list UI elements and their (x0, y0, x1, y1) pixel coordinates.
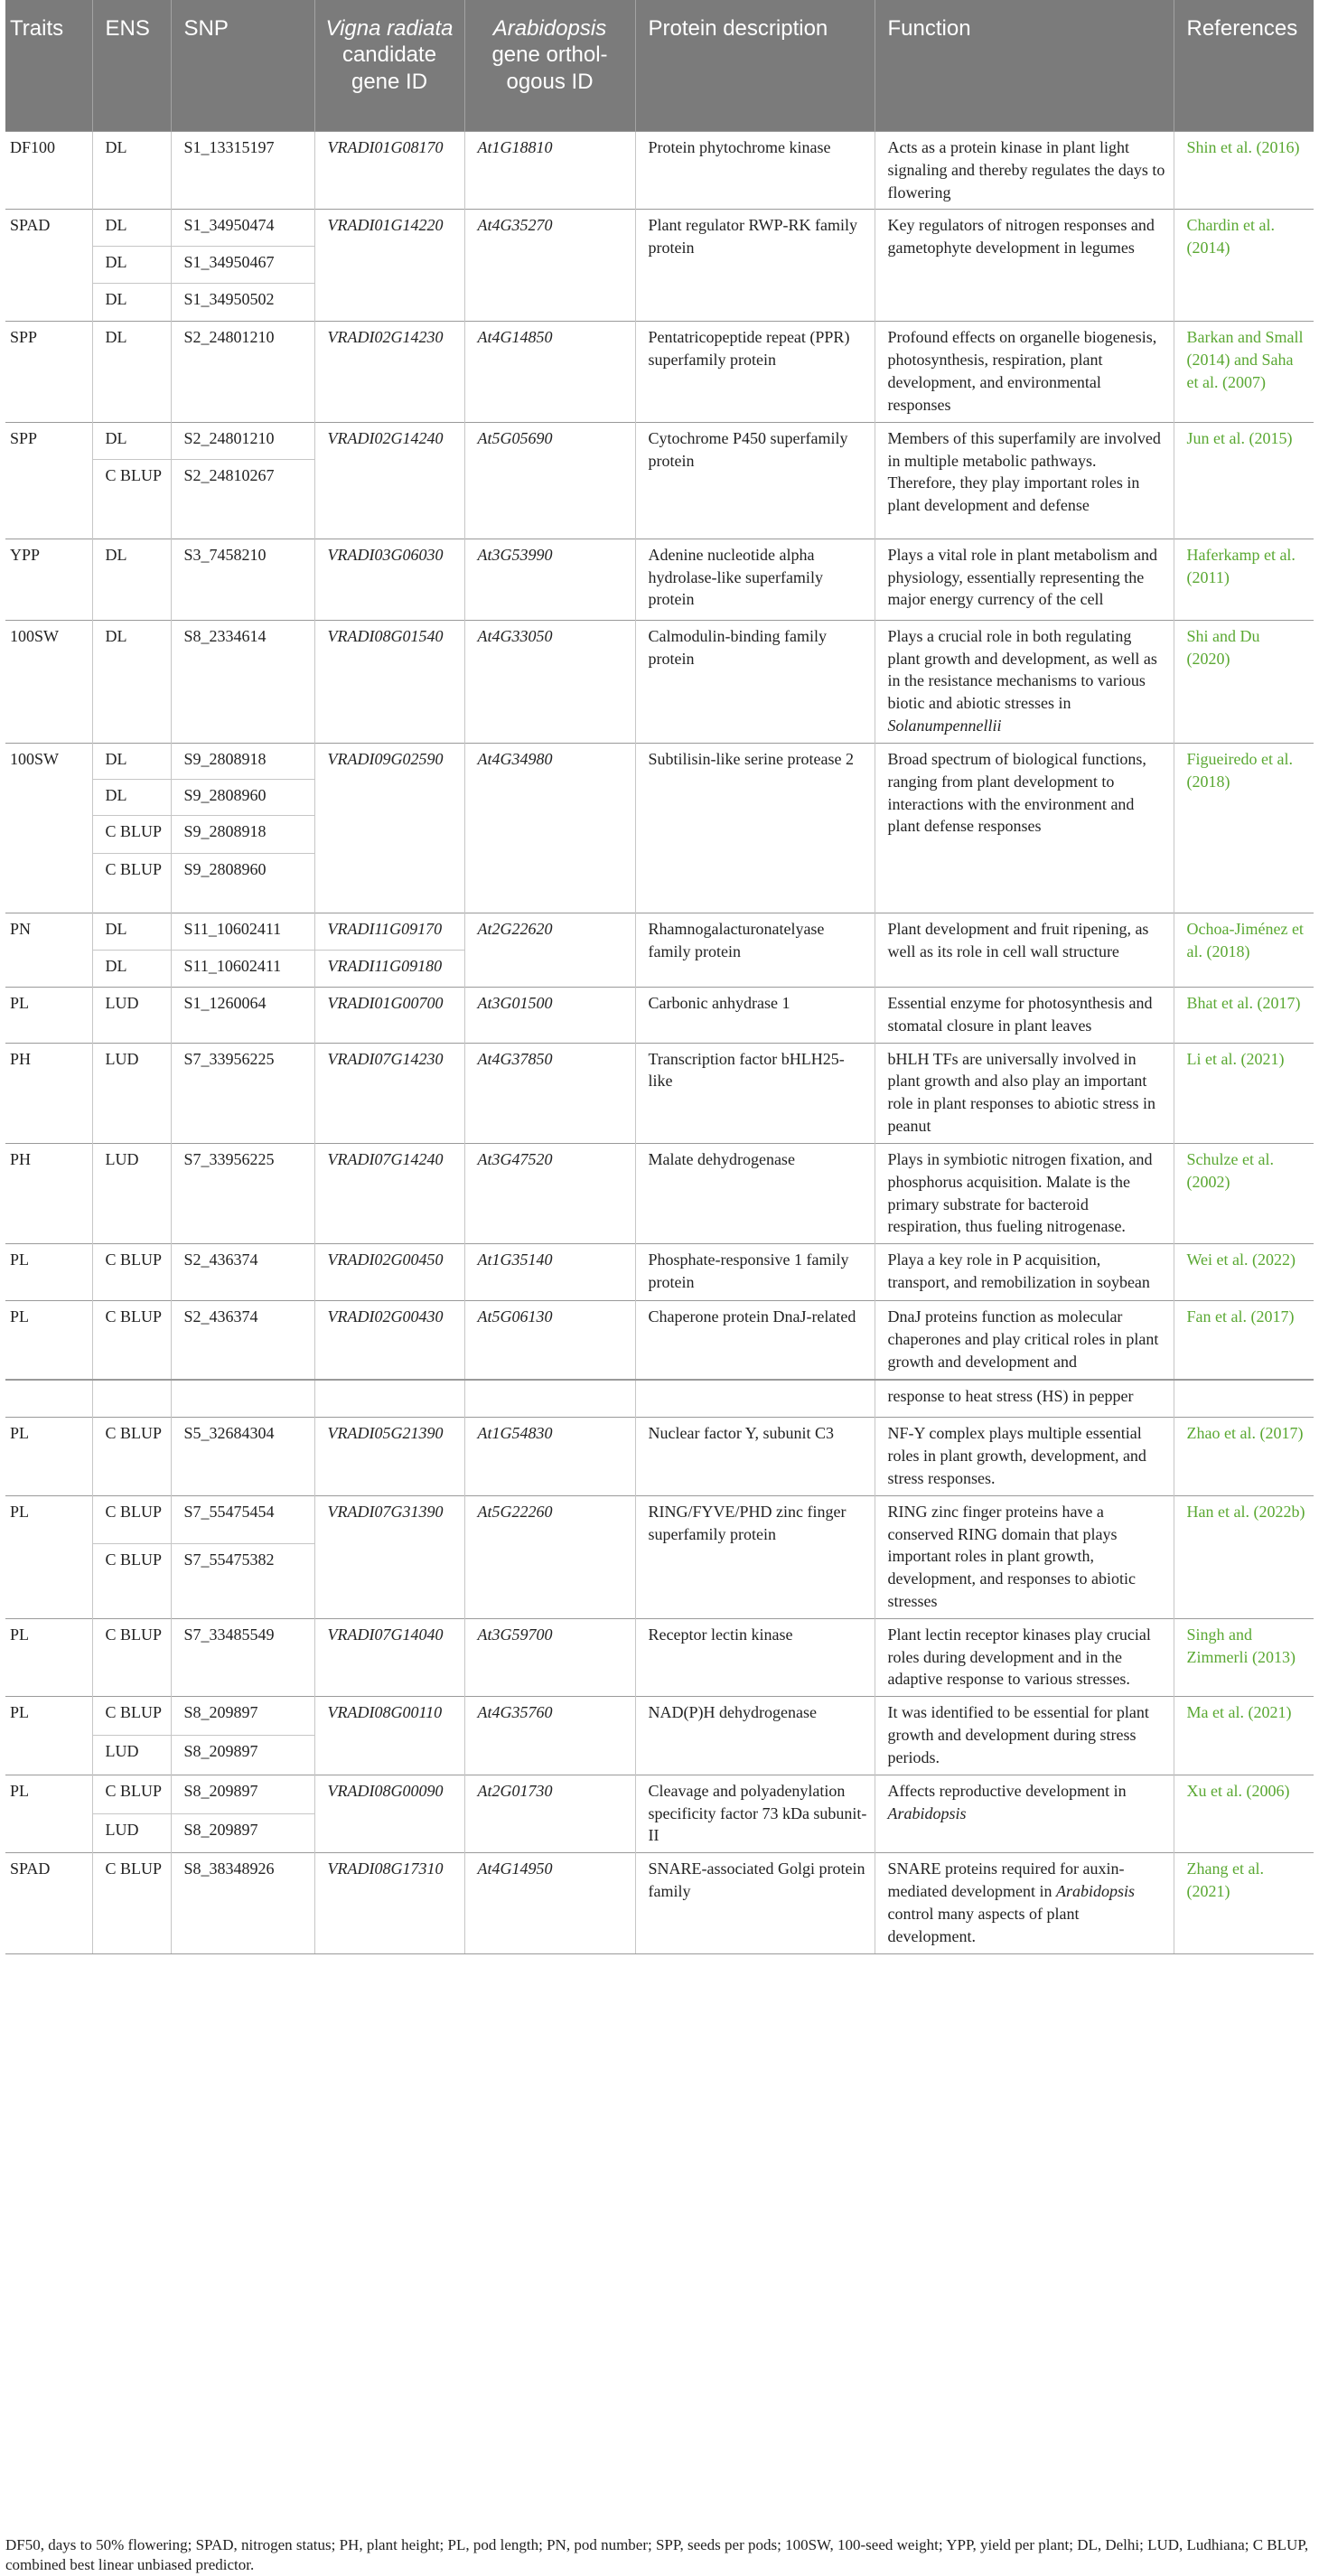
table-row (5, 987, 1314, 1043)
ortholog-cell: At3G47520 (464, 1143, 635, 1243)
ortholog-cell: At4G14850 (464, 322, 635, 422)
function-cell (875, 422, 1174, 539)
candidate-gene-cell: VRADI01G14220 (314, 210, 464, 322)
table-row-continuation (5, 1380, 1314, 1418)
ens-cell: LUD (92, 1736, 171, 1775)
reference-link[interactable]: Chardin et al. (2014) (1174, 210, 1314, 322)
trait-cell: PL (5, 987, 92, 1043)
header-arab-italic: Arabidopsis (492, 16, 607, 41)
snp-cell: S1_1260064 (171, 987, 314, 1043)
function-cell (875, 1143, 1174, 1243)
ortholog-cell: At4G14950 (464, 1853, 635, 1953)
function-text: Affects reproductive development in (887, 1781, 1127, 1800)
empty-cell (5, 1380, 92, 1418)
ortholog-cell: At1G18810 (464, 132, 635, 210)
snp-cell: S9_2808918 (171, 815, 314, 853)
snp-cell: S11_10602411 (171, 913, 314, 950)
reference-link[interactable]: Ochoa-Jiménez et al. (2018) (1174, 913, 1314, 987)
table-row (5, 210, 1314, 247)
protein-cell: Nuclear factor Y, subunit C3 (635, 1418, 875, 1495)
reference-link[interactable]: Wei et al. (2022) (1174, 1244, 1314, 1301)
table-row (5, 1495, 1314, 1543)
snp-cell: S8_209897 (171, 1813, 314, 1853)
function-cell (875, 1301, 1174, 1380)
protein-cell: Cytochrome P450 superfamily protein (635, 422, 875, 539)
function-italic-text: Arabidopsis (1055, 1882, 1135, 1901)
ortholog-cell: At1G54830 (464, 1418, 635, 1495)
function-cell (875, 1244, 1174, 1301)
snp-cell: S1_34950474 (171, 210, 314, 247)
snp-cell: S1_13315197 (171, 132, 314, 210)
function-cell (875, 322, 1174, 422)
candidate-gene-cell: VRADI01G00700 (314, 987, 464, 1043)
reference-link[interactable]: Haferkamp et al. (2011) (1174, 539, 1314, 620)
ens-cell: C BLUP (92, 853, 171, 913)
table-row (5, 1143, 1314, 1243)
function-text: Members of this superfamily are involved in multiple metabolic pathways. Therefore, they play important roles in plant development and defense (887, 428, 1161, 515)
trait-cell: SPAD (5, 210, 92, 322)
function-cell (875, 539, 1174, 620)
ens-cell: DL (92, 950, 171, 987)
trait-cell: 100SW (5, 743, 92, 913)
ens-cell: DL (92, 620, 171, 743)
header-vigna-rest: candidate gene ID (341, 42, 437, 94)
protein-cell: Chaperone protein DnaJ-related (635, 1301, 875, 1380)
function-cell (875, 1775, 1174, 1852)
snp-cell: S7_55475454 (171, 1495, 314, 1543)
function-cell (875, 132, 1174, 210)
snp-cell: S8_38348926 (171, 1853, 314, 1953)
table-row (5, 1697, 1314, 1736)
empty-cell (635, 1380, 875, 1418)
ortholog-cell: At5G22260 (464, 1495, 635, 1618)
candidate-gene-cell: VRADI11G09180 (314, 950, 464, 987)
candidate-gene-cell: VRADI02G14230 (314, 322, 464, 422)
snp-cell: S9_2808960 (171, 853, 314, 913)
ens-cell: DL (92, 322, 171, 422)
ortholog-cell: At4G34980 (464, 743, 635, 913)
ortholog-cell: At3G59700 (464, 1618, 635, 1696)
header-traits: Traits (5, 0, 92, 132)
table-row (5, 539, 1314, 620)
candidate-gene-cell: VRADI07G14240 (314, 1143, 464, 1243)
candidate-gene-cell: VRADI02G00450 (314, 1244, 464, 1301)
function-text: bHLH TFs are universally involved in plant growth and also play an important role in plant responses to abiotic stress in peanut (887, 1049, 1155, 1136)
snp-cell: S9_2808960 (171, 779, 314, 815)
header-candidate-gene (314, 0, 464, 132)
function-continued-cell: response to heat stress (HS) in pepper (875, 1380, 1174, 1418)
function-cell (875, 1697, 1174, 1775)
protein-cell: Cleavage and polyadenylation specificity factor 73 kDa subunit-II (635, 1775, 875, 1852)
trait-cell: DF100 (5, 132, 92, 210)
empty-cell (314, 1380, 464, 1418)
header-function: Function (875, 0, 1174, 132)
trait-cell: 100SW (5, 620, 92, 743)
ens-cell: C BLUP (92, 1853, 171, 1953)
reference-link[interactable]: Shin et al. (2016) (1174, 132, 1314, 210)
trait-cell: PL (5, 1775, 92, 1852)
header-arab-rest: gene orthol-ogous ID (491, 42, 608, 94)
table-row (5, 1853, 1314, 1953)
reference-link[interactable]: Han et al. (2022b) (1174, 1495, 1314, 1618)
table-body (5, 132, 1314, 1954)
ens-cell: C BLUP (92, 1301, 171, 1380)
ortholog-cell: At4G35270 (464, 210, 635, 322)
snp-cell: S1_34950467 (171, 247, 314, 284)
snp-cell: S2_24810267 (171, 459, 314, 539)
protein-cell: Transcription factor bHLH25-like (635, 1043, 875, 1143)
snp-cell: S1_34950502 (171, 284, 314, 322)
trait-cell: PN (5, 913, 92, 987)
reference-link[interactable]: Singh and Zimmerli (2013) (1174, 1618, 1314, 1696)
table-footnote: DF50, days to 50% flowering; SPAD, nitrogen status; PH, plant height; PL, pod length; PN, pod number; SPP, seeds per pods; 100SW, 100-seed weight; YPP, yield per plant; DL, Delhi; LUD, Ludhiana; C BLUP, combined best linear unbiased predictor. (5, 2536, 1309, 2574)
snp-cell: S7_33485549 (171, 1618, 314, 1696)
trait-cell: PL (5, 1418, 92, 1495)
ens-cell: DL (92, 779, 171, 815)
reference-link[interactable]: Ma et al. (2021) (1174, 1697, 1314, 1775)
function-cell (875, 1495, 1174, 1618)
header-references: References (1174, 0, 1314, 132)
ortholog-cell: At4G35760 (464, 1697, 635, 1775)
ens-cell: DL (92, 743, 171, 779)
ens-cell: DL (92, 422, 171, 459)
snp-cell: S11_10602411 (171, 950, 314, 987)
function-cell (875, 987, 1174, 1043)
candidate-gene-cell: VRADI08G01540 (314, 620, 464, 743)
snp-cell: S9_2808918 (171, 743, 314, 779)
function-text: Plays a vital role in plant metabolism and physiology, essentially representing the major energy currency of the cell (887, 545, 1157, 609)
empty-cell (1174, 1380, 1314, 1418)
header-ens: ENS (92, 0, 171, 132)
table-row (5, 1418, 1314, 1495)
function-text: DnaJ proteins function as molecular chaperones and play critical roles in plant growth and development and (887, 1307, 1159, 1371)
ortholog-cell: At3G53990 (464, 539, 635, 620)
ens-cell: C BLUP (92, 815, 171, 853)
table-row (5, 322, 1314, 422)
ens-cell: LUD (92, 1813, 171, 1853)
ens-cell: LUD (92, 1143, 171, 1243)
ens-cell: DL (92, 132, 171, 210)
empty-cell (92, 1380, 171, 1418)
snp-cell: S3_7458210 (171, 539, 314, 620)
reference-link[interactable]: Figueiredo et al. (2018) (1174, 743, 1314, 913)
snp-cell: S5_32684304 (171, 1418, 314, 1495)
ens-cell: C BLUP (92, 1543, 171, 1618)
function-text: It was identified to be essential for plant growth and development during stress periods. (887, 1703, 1149, 1766)
function-text: Essential enzyme for photosynthesis and stomatal closure in plant leaves (887, 993, 1153, 1035)
reference-link[interactable]: Zhao et al. (2017) (1174, 1418, 1314, 1495)
snp-cell: S2_436374 (171, 1301, 314, 1380)
trait-cell: YPP (5, 539, 92, 620)
protein-cell: Phosphate-responsive 1 family protein (635, 1244, 875, 1301)
ens-cell: DL (92, 247, 171, 284)
trait-cell: PH (5, 1043, 92, 1143)
protein-cell: Rhamnogalacturonatelyase family protein (635, 913, 875, 987)
reference-link[interactable]: Bhat et al. (2017) (1174, 987, 1314, 1043)
protein-cell: Protein phytochrome kinase (635, 132, 875, 210)
function-text: Plant development and fruit ripening, as well as its role in cell wall structure (887, 919, 1149, 960)
function-cell (875, 913, 1174, 987)
protein-cell: Adenine nucleotide alpha hydrolase-like superfamily protein (635, 539, 875, 620)
header-snp: SNP (171, 0, 314, 132)
table-row (5, 913, 1314, 950)
reference-link[interactable]: Barkan and Small (2014) and Saha et al. (2007) (1174, 322, 1314, 422)
table-row (5, 1775, 1314, 1813)
empty-cell (171, 1380, 314, 1418)
reference-link[interactable]: Fan et al. (2017) (1174, 1301, 1314, 1380)
function-after-text: control many aspects of plant development. (887, 1904, 1080, 1945)
snp-cell: S7_33956225 (171, 1143, 314, 1243)
protein-cell: SNARE-associated Golgi protein family (635, 1853, 875, 1953)
function-cell (875, 743, 1174, 913)
candidate-gene-cell: VRADI07G31390 (314, 1495, 464, 1618)
function-cell (875, 620, 1174, 743)
candidate-gene-cell: VRADI02G14240 (314, 422, 464, 539)
function-text: Plays in symbiotic nitrogen fixation, and phosphorus acquisition. Malate is the primary substrate for bacteroid respiration, thus fueling nitrogenase. (887, 1149, 1153, 1236)
function-cell (875, 1853, 1174, 1953)
ens-cell: C BLUP (92, 1697, 171, 1736)
header-vigna-italic: Vigna radiata (325, 16, 454, 41)
trait-cell: PL (5, 1301, 92, 1380)
protein-cell: Malate dehydrogenase (635, 1143, 875, 1243)
ens-cell: C BLUP (92, 1618, 171, 1696)
snp-cell: S2_436374 (171, 1244, 314, 1301)
trait-cell: SPP (5, 322, 92, 422)
snp-cell: S7_33956225 (171, 1043, 314, 1143)
ortholog-cell: At2G22620 (464, 913, 635, 987)
ortholog-cell: At4G37850 (464, 1043, 635, 1143)
ortholog-cell: At3G01500 (464, 987, 635, 1043)
trait-cell: SPAD (5, 1853, 92, 1953)
function-text: NF-Y complex plays multiple essential roles in plant growth, development, and stress responses. (887, 1424, 1146, 1487)
function-text: Plant lectin receptor kinases play crucial roles during development and in the adaptive response to various stresses. (887, 1625, 1151, 1689)
candidate-gene-cell: VRADI08G00090 (314, 1775, 464, 1852)
reference-link[interactable]: Shi and Du (2020) (1174, 620, 1314, 743)
ens-cell: C BLUP (92, 1244, 171, 1301)
snp-cell: S7_55475382 (171, 1543, 314, 1618)
ortholog-cell: At4G33050 (464, 620, 635, 743)
protein-cell: Carbonic anhydrase 1 (635, 987, 875, 1043)
table-row (5, 1618, 1314, 1696)
candidate-gene-cell: VRADI02G00430 (314, 1301, 464, 1380)
trait-cell: PL (5, 1244, 92, 1301)
function-text: SNARE proteins required for auxin-mediated development in (887, 1859, 1125, 1901)
reference-link[interactable]: Zhang et al. (2021) (1174, 1853, 1314, 1953)
empty-cell (464, 1380, 635, 1418)
gene-table (5, 0, 1314, 1954)
function-cell (875, 210, 1174, 322)
table-row (5, 743, 1314, 779)
trait-cell: SPP (5, 422, 92, 539)
trait-cell: PL (5, 1618, 92, 1696)
function-text: Broad spectrum of biological functions, ranging from plant development to interactions with the environment and plant defense responses (887, 749, 1146, 836)
candidate-gene-cell: VRADI09G02590 (314, 743, 464, 913)
snp-cell: S8_209897 (171, 1736, 314, 1775)
ens-cell: LUD (92, 987, 171, 1043)
protein-cell: Receptor lectin kinase (635, 1618, 875, 1696)
ens-cell: DL (92, 539, 171, 620)
protein-cell: Calmodulin-binding family protein (635, 620, 875, 743)
table-row (5, 1043, 1314, 1143)
ens-cell: DL (92, 284, 171, 322)
ens-cell: C BLUP (92, 1418, 171, 1495)
reference-link[interactable]: Li et al. (2021) (1174, 1043, 1314, 1143)
ortholog-cell: At2G01730 (464, 1775, 635, 1852)
header-ortholog (464, 0, 635, 132)
function-text: Key regulators of nitrogen responses and gametophyte development in legumes (887, 216, 1155, 258)
header-row (5, 0, 1314, 132)
candidate-gene-cell: VRADI07G14040 (314, 1618, 464, 1696)
snp-cell: S8_209897 (171, 1697, 314, 1736)
function-text: Plays a crucial role in both regulating plant growth and development, as well as in the resistance mechanisms to various biotic and abiotic stresses in (887, 626, 1157, 713)
function-cell (875, 1618, 1174, 1696)
candidate-gene-cell: VRADI05G21390 (314, 1418, 464, 1495)
reference-link[interactable]: Schulze et al. (2002) (1174, 1143, 1314, 1243)
table-row (5, 620, 1314, 743)
ens-cell: DL (92, 913, 171, 950)
ortholog-cell: At5G06130 (464, 1301, 635, 1380)
function-text: Playa a key role in P acquisition, transport, and remobilization in soybean (887, 1251, 1150, 1292)
candidate-gene-cell: VRADI08G17310 (314, 1853, 464, 1953)
reference-link[interactable]: Jun et al. (2015) (1174, 422, 1314, 539)
candidate-gene-cell: VRADI01G08170 (314, 132, 464, 210)
table-row (5, 132, 1314, 210)
protein-cell: Plant regulator RWP-RK family protein (635, 210, 875, 322)
candidate-gene-cell: VRADI07G14230 (314, 1043, 464, 1143)
table-row (5, 1244, 1314, 1301)
trait-cell: PL (5, 1697, 92, 1775)
function-cell (875, 1418, 1174, 1495)
function-italic-text: Solanumpennellii (887, 717, 1002, 735)
function-text: Profound effects on organelle biogenesis, photosynthesis, respiration, plant development, and environmental responses (887, 328, 1157, 414)
ens-cell: DL (92, 210, 171, 247)
reference-link[interactable]: Xu et al. (2006) (1174, 1775, 1314, 1852)
protein-cell: Pentatricopeptide repeat (PPR) superfamily protein (635, 322, 875, 422)
candidate-gene-cell: VRADI03G06030 (314, 539, 464, 620)
snp-cell: S2_24801210 (171, 322, 314, 422)
snp-cell: S8_2334614 (171, 620, 314, 743)
table-row (5, 1301, 1314, 1380)
function-text: Acts as a protein kinase in plant light signaling and thereby regulates the days to flowering (887, 138, 1165, 201)
trait-cell: PL (5, 1495, 92, 1618)
ortholog-cell: At1G35140 (464, 1244, 635, 1301)
candidate-gene-cell: VRADI11G09170 (314, 913, 464, 950)
trait-cell: PH (5, 1143, 92, 1243)
snp-cell: S2_24801210 (171, 422, 314, 459)
snp-cell: S8_209897 (171, 1775, 314, 1813)
ens-cell: C BLUP (92, 1495, 171, 1543)
ens-cell: C BLUP (92, 459, 171, 539)
ens-cell: LUD (92, 1043, 171, 1143)
ortholog-cell: At5G05690 (464, 422, 635, 539)
ens-cell: C BLUP (92, 1775, 171, 1813)
table-row (5, 422, 1314, 459)
header-protein: Protein description (635, 0, 875, 132)
function-text: RING zinc finger proteins have a conserved RING domain that plays important roles in plant growth, development, and responses to abiotic stresses (887, 1502, 1136, 1610)
protein-cell: Subtilisin-like serine protease 2 (635, 743, 875, 913)
function-cell (875, 1043, 1174, 1143)
function-italic-text: Arabidopsis (887, 1803, 967, 1822)
protein-cell: NAD(P)H dehydrogenase (635, 1697, 875, 1775)
candidate-gene-cell: VRADI08G00110 (314, 1697, 464, 1775)
protein-cell: RING/FYVE/PHD zinc finger superfamily protein (635, 1495, 875, 1618)
